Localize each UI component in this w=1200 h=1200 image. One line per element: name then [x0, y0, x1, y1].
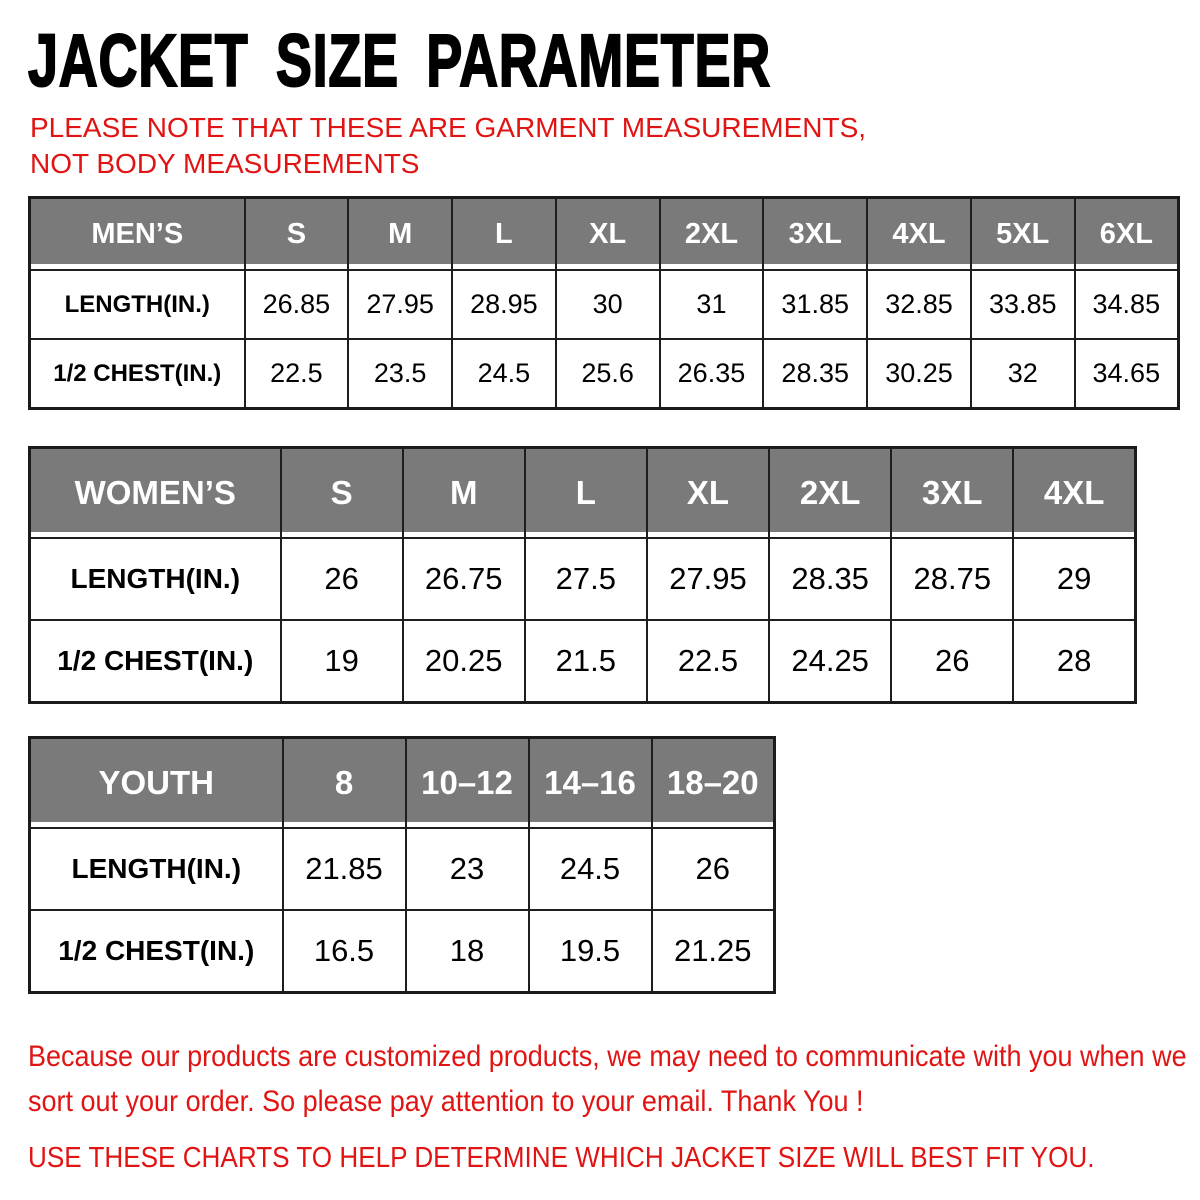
row-label-cell: 1/2 CHEST(IN.) — [30, 339, 245, 409]
size-header-cell: M — [348, 198, 452, 271]
size-header-cell: L — [525, 448, 647, 539]
value-cell: 18 — [406, 910, 529, 993]
page-title: JACKET SIZE PARAMETER — [28, 19, 772, 102]
value-cell: 21.85 — [283, 828, 406, 910]
size-header-cell: 5XL — [971, 198, 1075, 271]
value-cell: 31 — [660, 270, 764, 339]
value-cell: 22.5 — [245, 339, 349, 409]
value-cell: 25.6 — [556, 339, 660, 409]
size-advice: USE THESE CHARTS TO HELP DETERMINE WHICH JACKET SIZE WILL BEST FIT YOU. — [28, 1142, 1095, 1174]
value-cell: 34.85 — [1075, 270, 1179, 339]
size-header-cell: L — [452, 198, 556, 271]
garment-measurement-note: PLEASE NOTE THAT THESE ARE GARMENT MEASUREMENTS, NOT BODY MEASUREMENTS — [30, 112, 867, 179]
table-row — [30, 538, 1136, 620]
customization-notice: Because our products are customized products, we may need to communicate with you when we sort out your order. So please pay attention to your email. Thank You ! — [28, 1040, 1187, 1118]
size-header-cell: S — [281, 448, 403, 539]
value-cell: 26.35 — [660, 339, 764, 409]
value-cell: 23.5 — [348, 339, 452, 409]
value-cell: 30.25 — [867, 339, 971, 409]
size-header-cell: XL — [647, 448, 769, 539]
size-header-cell: M — [403, 448, 525, 539]
footer-notes — [28, 1034, 1189, 1178]
value-cell: 27.5 — [525, 538, 647, 620]
value-cell: 19 — [281, 620, 403, 703]
value-cell: 28.75 — [891, 538, 1013, 620]
table-row — [30, 339, 1179, 409]
value-cell: 27.95 — [647, 538, 769, 620]
value-cell: 28.35 — [769, 538, 891, 620]
size-header-cell: 4XL — [1013, 448, 1135, 539]
value-cell: 23 — [406, 828, 529, 910]
size-header-cell: 14–16 — [529, 738, 652, 829]
size-header-cell: 2XL — [769, 448, 891, 539]
value-cell: 29 — [1013, 538, 1135, 620]
value-cell: 21.25 — [652, 910, 775, 993]
value-cell: 26 — [652, 828, 775, 910]
value-cell: 28 — [1013, 620, 1135, 703]
value-cell: 24.5 — [529, 828, 652, 910]
value-cell: 34.65 — [1075, 339, 1179, 409]
table-row — [30, 910, 775, 993]
womens-size-table — [28, 446, 1137, 704]
size-header-cell: S — [245, 198, 349, 271]
table-row — [30, 828, 775, 910]
value-cell: 19.5 — [529, 910, 652, 993]
value-cell: 32.85 — [867, 270, 971, 339]
womens-table-title-cell: WOMEN’S — [30, 448, 281, 539]
value-cell: 28.95 — [452, 270, 556, 339]
value-cell: 26.85 — [245, 270, 349, 339]
mens-header-row — [30, 198, 1179, 271]
value-cell: 20.25 — [403, 620, 525, 703]
size-header-cell: 4XL — [867, 198, 971, 271]
value-cell: 31.85 — [763, 270, 867, 339]
mens-table-title-cell: MEN’S — [30, 198, 245, 271]
value-cell: 32 — [971, 339, 1075, 409]
value-cell: 28.35 — [763, 339, 867, 409]
value-cell: 22.5 — [647, 620, 769, 703]
value-cell: 26 — [281, 538, 403, 620]
table-row — [30, 620, 1136, 703]
value-cell: 27.95 — [348, 270, 452, 339]
table-row — [30, 270, 1179, 339]
value-cell: 30 — [556, 270, 660, 339]
youth-size-table — [28, 736, 776, 994]
row-label-cell: 1/2 CHEST(IN.) — [30, 910, 283, 993]
value-cell: 26.75 — [403, 538, 525, 620]
value-cell: 21.5 — [525, 620, 647, 703]
youth-header-row — [30, 738, 775, 829]
size-header-cell: 18–20 — [652, 738, 775, 829]
size-header-cell: 8 — [283, 738, 406, 829]
size-header-cell: 6XL — [1075, 198, 1179, 271]
size-header-cell: 10–12 — [406, 738, 529, 829]
row-label-cell: LENGTH(IN.) — [30, 538, 281, 620]
size-header-cell: 2XL — [660, 198, 764, 271]
size-header-cell: 3XL — [891, 448, 1013, 539]
value-cell: 16.5 — [283, 910, 406, 993]
womens-header-row — [30, 448, 1136, 539]
size-header-cell: XL — [556, 198, 660, 271]
row-label-cell: LENGTH(IN.) — [30, 828, 283, 910]
size-header-cell: 3XL — [763, 198, 867, 271]
row-label-cell: 1/2 CHEST(IN.) — [30, 620, 281, 703]
mens-size-table — [28, 196, 1180, 410]
value-cell: 33.85 — [971, 270, 1075, 339]
value-cell: 24.5 — [452, 339, 556, 409]
row-label-cell: LENGTH(IN.) — [30, 270, 245, 339]
value-cell: 24.25 — [769, 620, 891, 703]
youth-table-title-cell: YOUTH — [30, 738, 283, 829]
value-cell: 26 — [891, 620, 1013, 703]
